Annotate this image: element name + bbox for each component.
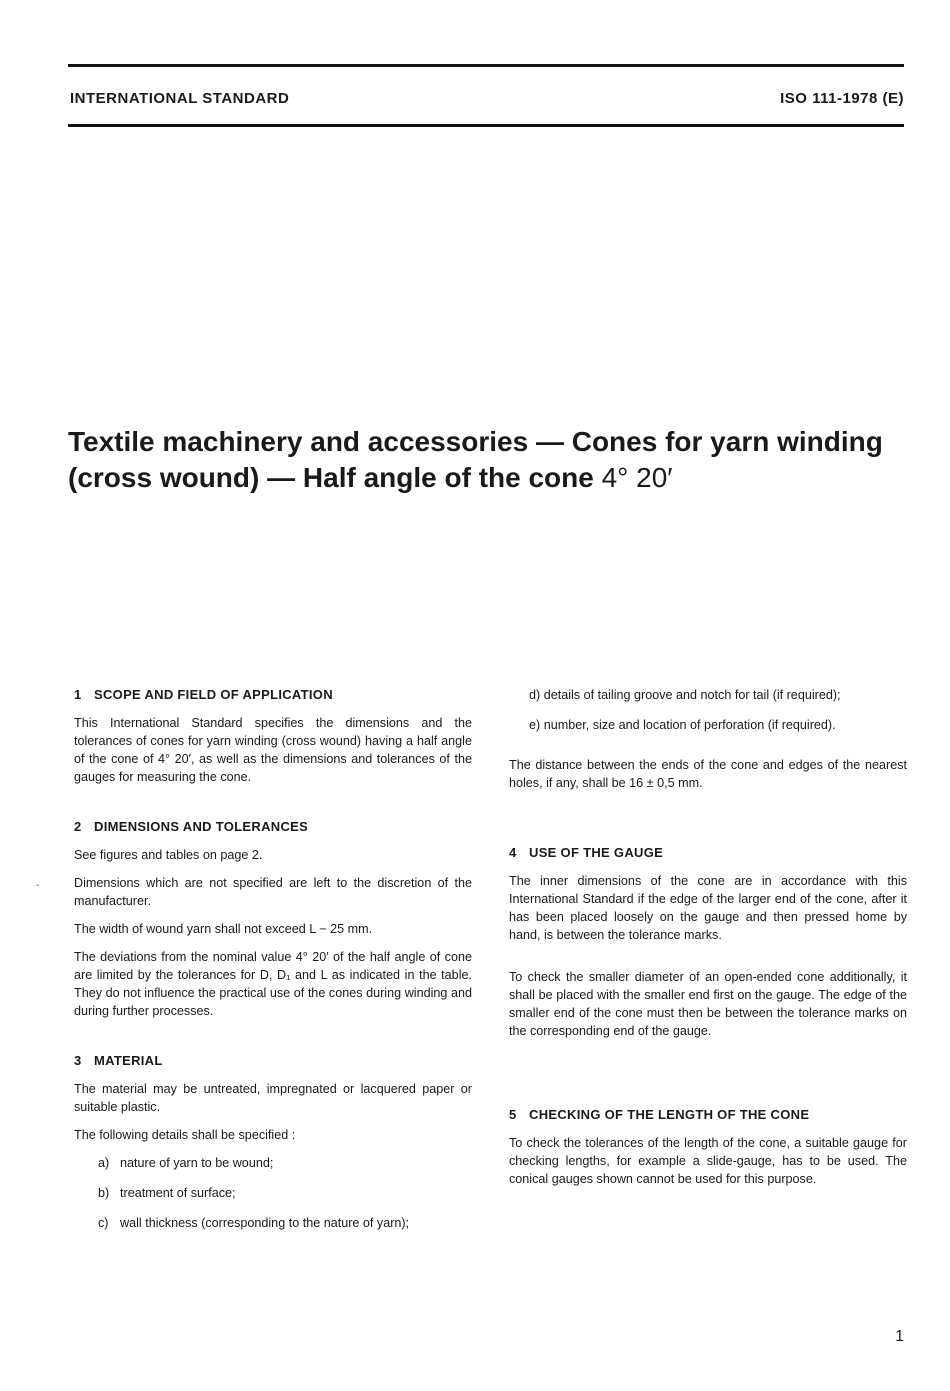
list-item-d <box>529 686 907 704</box>
left-column <box>74 686 472 1244</box>
right-column <box>509 686 907 1198</box>
section-2-paragraph-3: The width of wound yarn shall not exceed L − 25 mm. <box>74 922 373 936</box>
document-title <box>68 424 908 496</box>
list-item-a-text: nature of yarn to be wound; <box>120 1156 274 1170</box>
section-5 <box>509 1106 907 1188</box>
title-line-2-text: (cross wound) — Half angle of the cone <box>68 462 602 493</box>
list-item-c-text: wall thickness (corresponding to the nature of yarn); <box>120 1216 410 1230</box>
list-item-e <box>529 716 907 734</box>
list-item-d-label: d) <box>529 688 541 702</box>
list-item-a-label: a) <box>98 1156 110 1170</box>
title-line-2 <box>68 460 908 496</box>
title-angle: 4° 20′ <box>601 462 673 493</box>
section-5-paragraph: To check the tolerances of the length of the cone, a suitable gauge for checking lengths, for example a slide-gauge, has to be used. The conical gauges shown cannot be used for this purpose. <box>509 1136 907 1186</box>
list-item-a <box>98 1154 472 1172</box>
section-5-title: CHECKING OF THE LENGTH OF THE CONE <box>529 1107 810 1122</box>
list-item-e-label: e) <box>529 718 541 732</box>
section-4 <box>509 844 907 1040</box>
section-1-heading <box>74 686 472 704</box>
section-5-number: 5 <box>509 1107 517 1122</box>
section-2-paragraph-4: The deviations from the nominal value 4° 20′ of the half angle of cone are limited by the tolerances for D, D₁ and L as indicated in the table. They do not influence the practical use of the cones during winding and during further processes. <box>74 950 472 1018</box>
section-3-heading <box>74 1052 472 1070</box>
section-2 <box>74 818 472 1020</box>
section-3-paragraph-3: The distance between the ends of the cone and edges of the nearest holes, if any, shall be 16 ± 0,5 mm. <box>509 758 907 790</box>
list-item-c-label: c) <box>98 1216 109 1230</box>
section-4-title: USE OF THE GAUGE <box>529 845 664 860</box>
section-2-heading <box>74 818 472 836</box>
section-2-paragraph-2: Dimensions which are not specified are left to the discretion of the manufacturer. <box>74 876 472 908</box>
section-3-paragraph-2: The following details shall be specified : <box>74 1128 296 1142</box>
section-4-paragraph-1: The inner dimensions of the cone are in accordance with this International Standard if the edge of the larger end of the cone, after it has been placed loosely on the gauge and then pressed home by hand, is between the tolerance marks. <box>509 874 907 942</box>
list-item-b-text: treatment of surface; <box>120 1186 236 1200</box>
section-3-title: MATERIAL <box>94 1053 163 1068</box>
section-3-number: 3 <box>74 1053 82 1068</box>
margin-mark: - <box>36 880 40 891</box>
section-4-number: 4 <box>509 845 517 860</box>
section-3 <box>74 1052 472 1232</box>
section-1-number: 1 <box>74 687 82 702</box>
section-2-title: DIMENSIONS AND TOLERANCES <box>94 819 309 834</box>
section-3-paragraph-1: The material may be untreated, impregnated or lacquered paper or suitable plastic. <box>74 1082 472 1114</box>
list-item-b <box>98 1184 472 1202</box>
list-item-b-label: b) <box>98 1186 110 1200</box>
section-2-paragraph-1: See figures and tables on page 2. <box>74 848 263 862</box>
section-4-heading <box>509 844 907 862</box>
section-1-paragraph: This International Standard specifies the dimensions and the tolerances of cones for yarn winding (cross wound) having a half angle of the cone of 4° 20′, as well as the dimensions and tolerances of the gauges for measuring the cone. <box>74 716 472 784</box>
header-bottom-rule <box>68 124 904 127</box>
title-line-1: Textile machinery and accessories — Cones for yarn winding <box>68 426 883 457</box>
list-item-d-text: details of tailing groove and notch for tail (if required); <box>543 688 841 702</box>
page-number: 1 <box>895 1328 904 1345</box>
section-1-title: SCOPE AND FIELD OF APPLICATION <box>94 687 333 702</box>
section-4-paragraph-2: To check the smaller diameter of an open-ended cone additionally, it shall be placed with the smaller end first on the gauge. The edge of the smaller end of the cone must then be between the tolerance marks on the corresponding end of the gauge. <box>509 970 907 1038</box>
document-type-label: INTERNATIONAL STANDARD <box>70 90 290 107</box>
section-1 <box>74 686 472 786</box>
section-5-heading <box>509 1106 907 1124</box>
standard-number: ISO 111-1978 (E) <box>780 90 904 107</box>
list-item-c <box>98 1214 472 1232</box>
section-2-number: 2 <box>74 819 82 834</box>
header-top-rule <box>68 64 904 67</box>
list-item-e-text: number, size and location of perforation (if required). <box>543 718 836 732</box>
